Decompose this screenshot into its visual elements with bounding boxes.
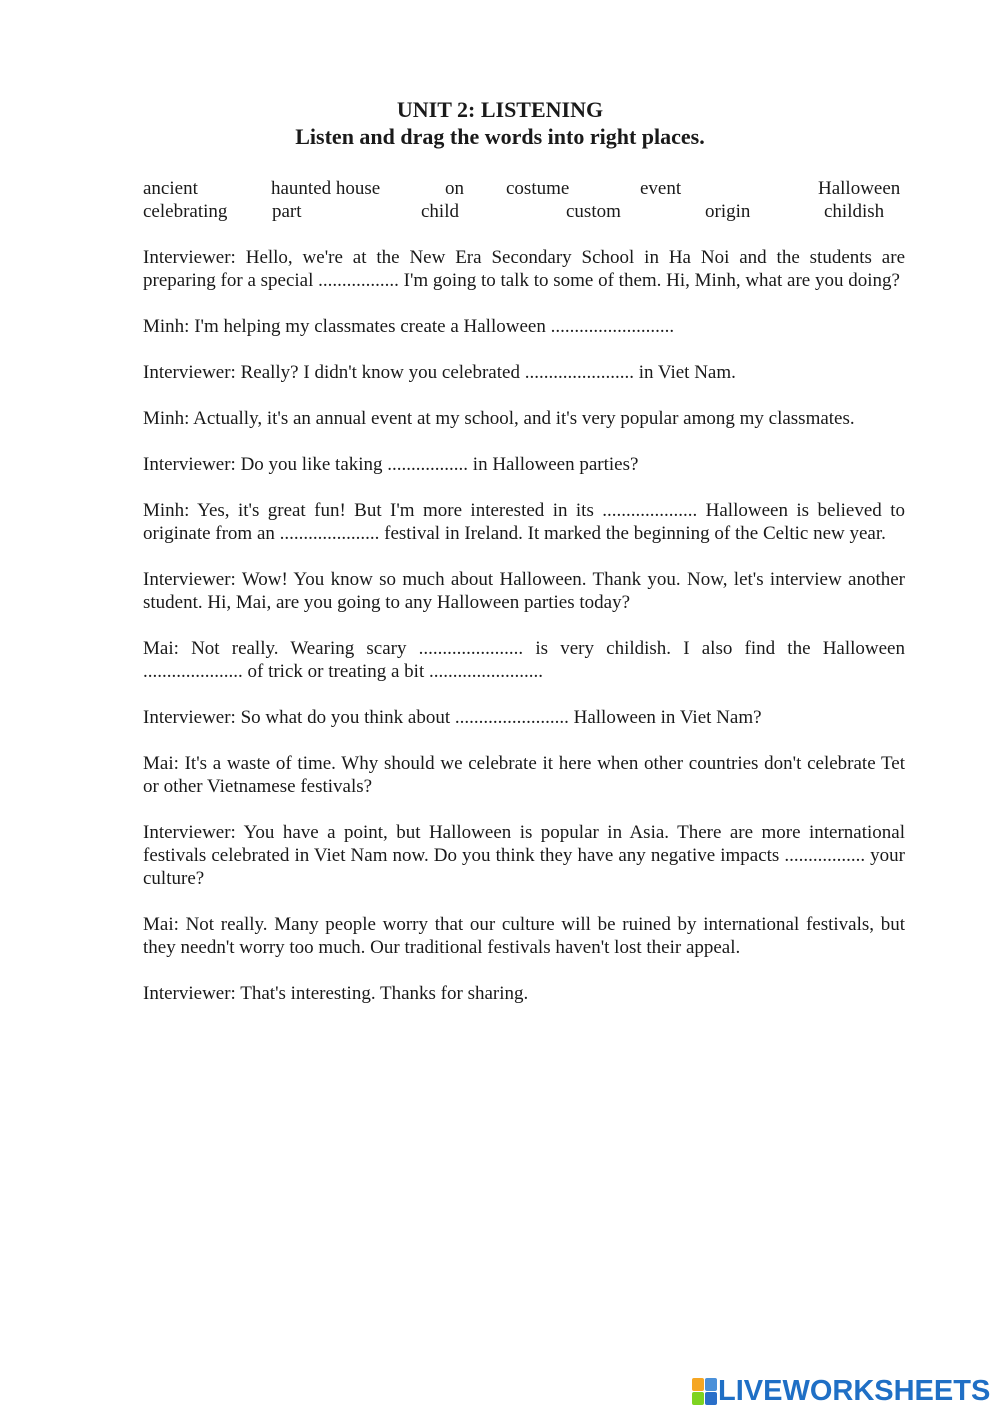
dialogue-line: Interviewer: That's interesting. Thanks for sharing. <box>143 983 529 1004</box>
dialogue-line: Interviewer: You have a point, but Halloween is popular in Asia. There are more international festivals celebrated in Viet Nam now. Do you think they have any negative impacts ................. your culture? <box>143 822 905 889</box>
instruction: Listen and drag the words into right places. <box>295 124 705 149</box>
liveworksheets-logo <box>692 1376 990 1406</box>
word-chip[interactable]: origin <box>705 201 751 222</box>
brand-name: LIVEWORKSHEETS <box>718 1375 991 1407</box>
dialogue-line: Interviewer: Really? I didn't know you celebrated ....................... in Viet Nam. <box>143 362 736 383</box>
dialogue-line: Mai: It's a waste of time. Why should we celebrate it here when other countries don't celebrate Tet or other Vietnamese festivals? <box>143 753 905 797</box>
word-chip[interactable]: on <box>445 178 464 199</box>
word-chip[interactable]: costume <box>506 178 570 199</box>
dialogue-line: Minh: I'm helping my classmates create a Halloween .......................... <box>143 316 675 337</box>
dialogue-line: Minh: Yes, it's great fun! But I'm more interested in its .................... Halloween is believed to originate from an ..................... festival in Ireland. It marked the beginning of the Celtic new year. <box>143 500 905 544</box>
word-chip[interactable]: haunted house <box>271 178 381 199</box>
liveworksheets-logo-icon <box>692 1378 716 1404</box>
page-title: UNIT 2: LISTENING <box>396 97 604 122</box>
word-bank-row-2 <box>143 200 905 223</box>
dialogue-line: Interviewer: Hello, we're at the New Era Secondary School in Ha Noi and the students are preparing for a special ................. I'm going to talk to some of them. Hi, Minh, what are you doing? <box>143 247 905 291</box>
word-chip[interactable]: event <box>640 178 682 199</box>
dialogue-line: Interviewer: Wow! You know so much about Halloween. Thank you. Now, let's interview another student. Hi, Mai, are you going to any Halloween parties today? <box>143 569 905 613</box>
word-bank-row-1 <box>143 177 905 200</box>
dialogue-text <box>143 246 905 1028</box>
word-chip[interactable]: child <box>421 201 459 222</box>
dialogue-line: Minh: Actually, it's an annual event at my school, and it's very popular among my classmates. <box>143 408 855 429</box>
word-chip[interactable]: childish <box>824 201 885 222</box>
dialogue-line: Mai: Not really. Wearing scary ...................... is very childish. I also find the Halloween ..................... of trick or treating a bit ........................ <box>143 638 905 682</box>
word-chip[interactable]: custom <box>566 201 621 222</box>
dialogue-line: Interviewer: Do you like taking ................. in Halloween parties? <box>143 454 639 475</box>
word-chip[interactable]: part <box>272 201 302 222</box>
dialogue-line: Mai: Not really. Many people worry that our culture will be ruined by international festivals, but they needn't worry too much. Our traditional festivals haven't lost their appeal. <box>143 914 905 958</box>
dialogue-line: Interviewer: So what do you think about ........................ Halloween in Viet Nam? <box>143 707 762 728</box>
word-chip[interactable]: ancient <box>143 178 198 199</box>
word-chip[interactable]: celebrating <box>143 201 228 222</box>
word-chip[interactable]: Halloween <box>818 178 901 199</box>
